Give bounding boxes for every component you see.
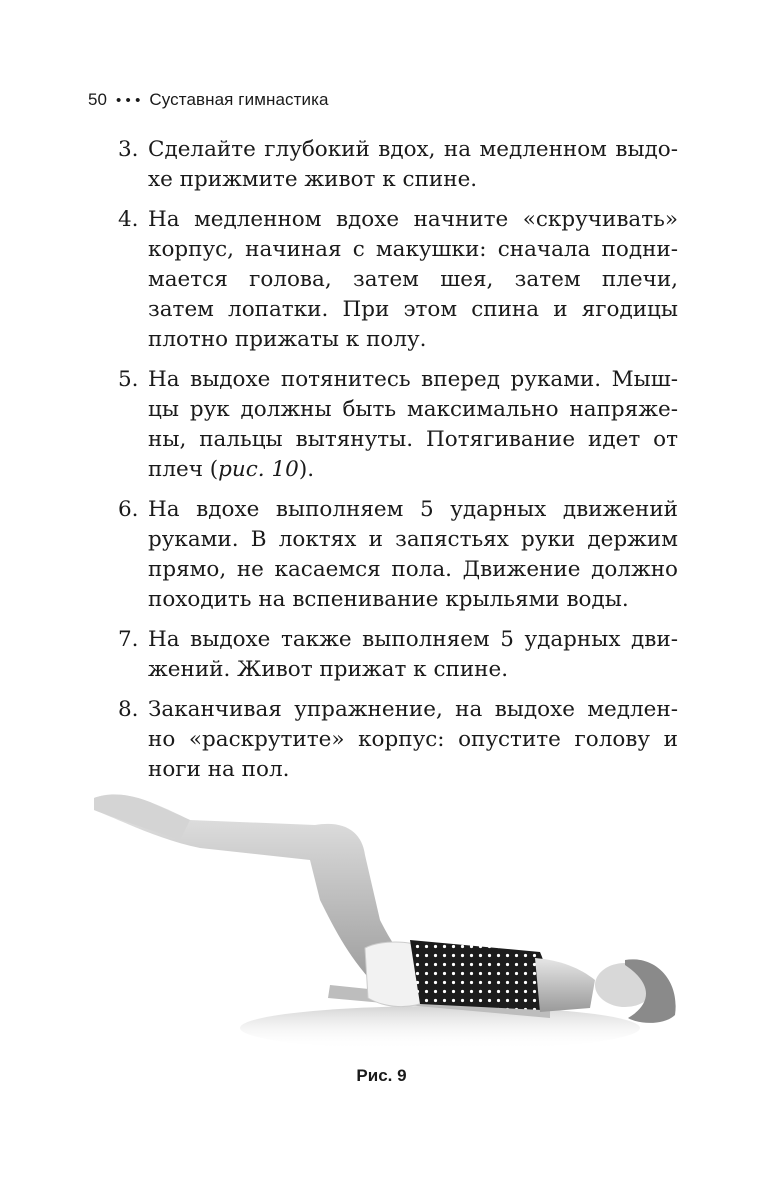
- step-item: [118, 365, 678, 485]
- figure-reference: рис. 10: [218, 457, 299, 482]
- step-text: Заканчивая упражнение, на выдохе медлен-но «раскрутите» корпус: опустите голову и ноги на пол.: [148, 697, 678, 782]
- step-text-wrapper: [148, 365, 678, 485]
- step-text: На вдохе выполняем 5 ударных движений руками. В локтях и запястьях руки держим прямо, не касаемся пола. Движение должно походить на вспенивание крыльями воды.: [148, 497, 678, 612]
- step-text-end: ).: [298, 457, 315, 482]
- exercise-steps: [118, 135, 678, 795]
- figure-caption: Рис. 9: [356, 1066, 407, 1085]
- step-item: [118, 695, 678, 785]
- page-number: 50: [88, 90, 108, 109]
- separator-dots: • • •: [115, 92, 141, 109]
- step-item: [118, 135, 678, 195]
- step-number: 4.: [118, 207, 139, 232]
- step-item: [118, 495, 678, 615]
- step-item: [118, 205, 678, 355]
- book-title: Суставная гимнастика: [149, 90, 329, 109]
- woman-lying-legs-raised-illustration: [80, 780, 680, 1060]
- step-text: Сделайте глубокий вдох, на медленном выдо-хе прижмите живот к спине.: [148, 137, 678, 192]
- step-number: 3.: [118, 137, 139, 162]
- step-item: [118, 625, 678, 685]
- step-number: 6.: [118, 497, 139, 522]
- step-number: 8.: [118, 697, 139, 722]
- step-number: 5.: [118, 367, 139, 392]
- step-number: 7.: [118, 627, 139, 652]
- exercise-photo: [80, 780, 680, 1060]
- step-text: На выдохе также выполняем 5 ударных дви-жений. Живот прижат к спине.: [148, 627, 678, 682]
- step-text: На выдохе потянитесь вперед руками. Мыш-цы рук должны быть максимально напряже-ны, пальцы вытянуты. Потягивание идет от плеч (: [148, 367, 678, 482]
- step-text: На медленном вдохе начните «скручивать» корпус, начиная с макушки: сначала подни-мается голова, затем шея, затем плечи, затем лопатки. При этом спина и ягодицы плотно прижаты к полу.: [148, 207, 678, 352]
- running-head: [88, 90, 329, 110]
